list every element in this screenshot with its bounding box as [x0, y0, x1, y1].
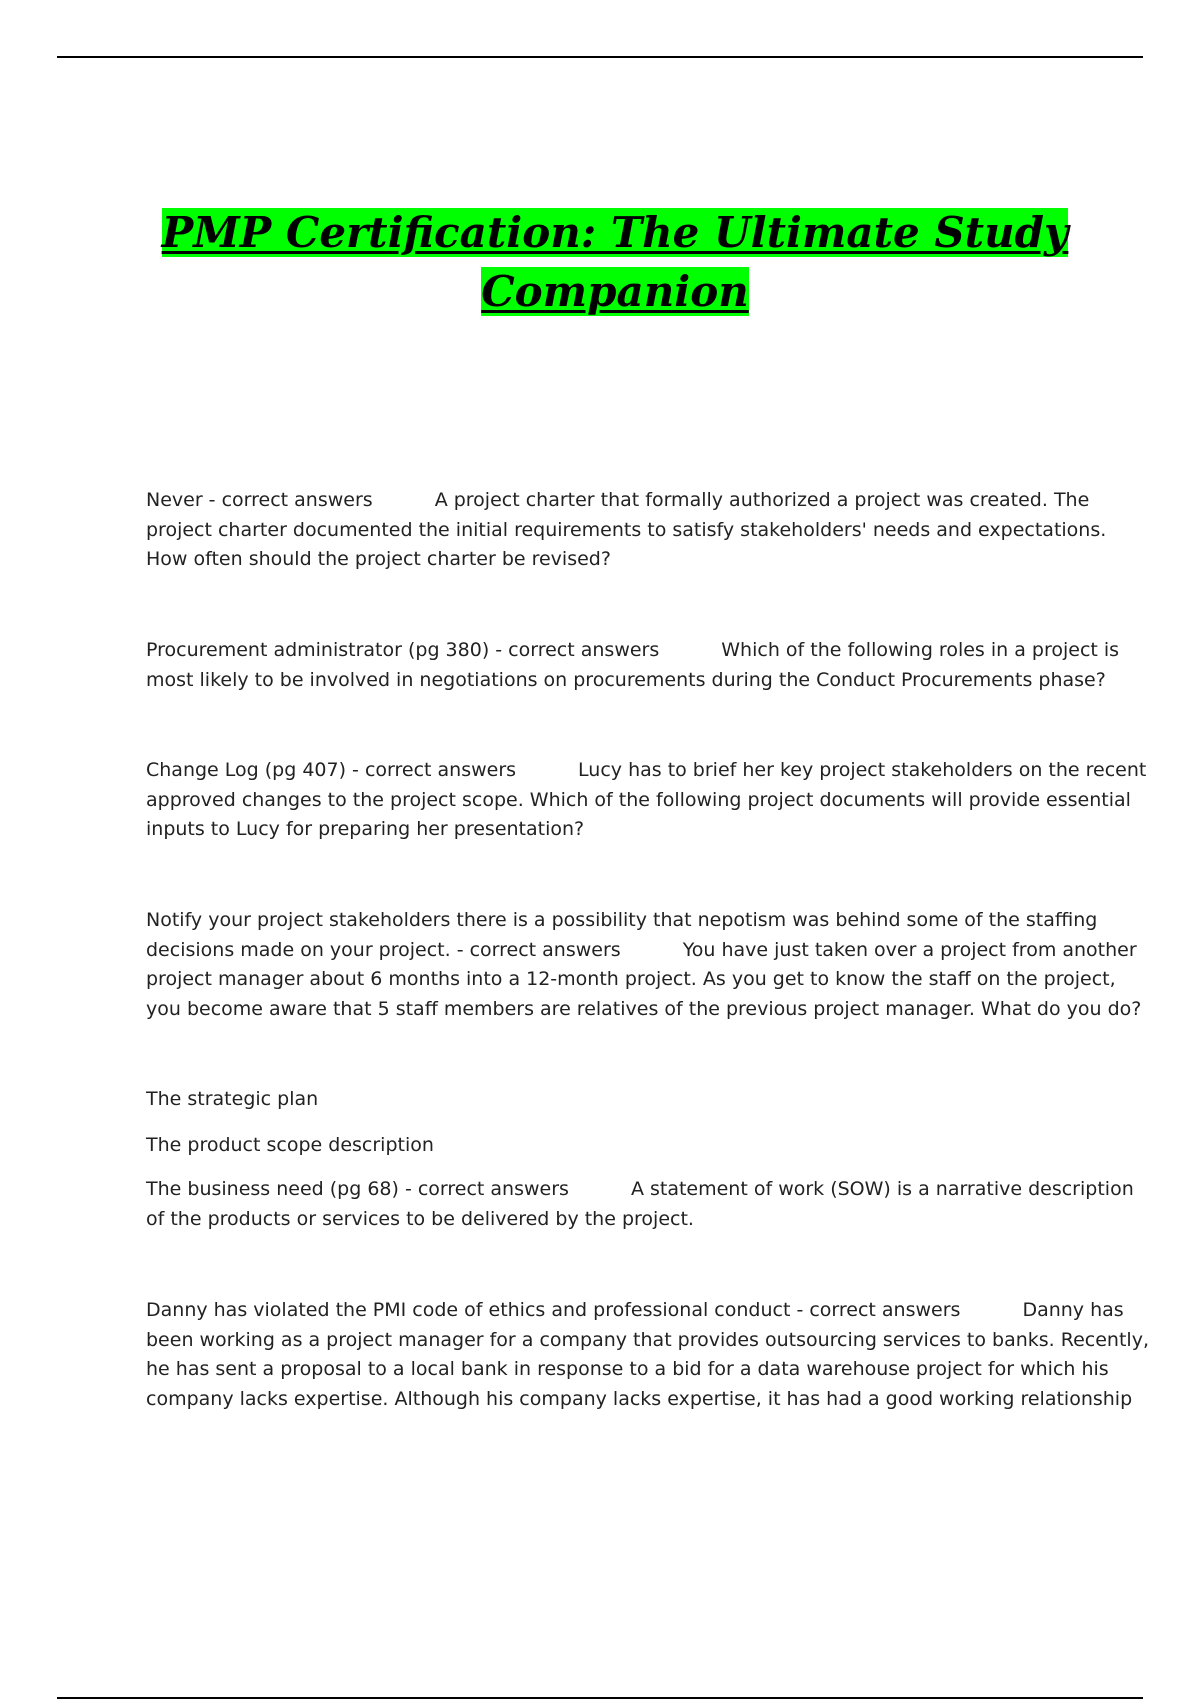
answer-text: Danny has violated the PMI code of ethics and professional conduct - correct answers: [146, 1299, 961, 1321]
question-text: been working as a project manager for a company that provides outsourcing services to banks. Recently,: [146, 1328, 1149, 1351]
answer-text: Never - correct answers: [146, 489, 373, 511]
title-line-2: Companion: [481, 267, 749, 316]
question-text: you become aware that 5 staff members are relatives of the previous project manager. What do you do?: [146, 997, 1142, 1020]
qa-entry-1: [146, 486, 1107, 575]
question-text: A project charter that formally authorized a project was created. The: [434, 489, 1090, 511]
question-text: he has sent a proposal to a local bank in response to a bid for a data warehouse project for which his: [146, 1358, 1109, 1380]
header-rule: [57, 56, 1143, 58]
option-text: The product scope description: [146, 1133, 434, 1156]
question-text: of the products or services to be delivered by the project.: [146, 1207, 694, 1230]
qa-entry-5: [146, 1085, 1134, 1234]
qa-line: [146, 756, 1147, 786]
question-text: project manager about 6 months into a 12-month project. As you get to know the staff on the project,: [146, 968, 1116, 990]
question-text: approved changes to the project scope. Which of the following project documents will provide essential: [146, 788, 1131, 811]
question-text: You have just taken over a project from another: [682, 938, 1137, 961]
answer-text: decisions made on your project. - correct answers: [146, 938, 621, 961]
question-text: inputs to Lucy for preparing her presentation?: [146, 818, 585, 840]
footer-rule: [57, 1697, 1143, 1699]
question-text: Which of the following roles in a project is: [721, 639, 1120, 661]
question-text: How often should the project charter be revised?: [146, 548, 611, 570]
question-text: most likely to be involved in negotiations on procurements during the Conduct Procurements phase?: [146, 668, 1106, 691]
answer-text: Procurement administrator (pg 380) - correct answers: [146, 639, 660, 661]
question-text: Lucy has to brief her key project stakeholders on the recent: [578, 759, 1147, 781]
qa-line: [146, 1175, 1134, 1205]
qa-entry-4: [146, 906, 1142, 1024]
qa-entry-2: [146, 636, 1120, 695]
question-text: A statement of work (SOW) is a narrative description: [630, 1178, 1134, 1200]
qa-line: [146, 636, 1120, 666]
qa-entry-6: [146, 1296, 1149, 1414]
title-line-1: PMP Certification: The Ultimate Study: [161, 208, 1069, 257]
answer-text: Change Log (pg 407) - correct answers: [146, 759, 517, 781]
qa-line: [146, 1296, 1124, 1326]
question-text: company lacks expertise. Although his company lacks expertise, it has had a good working relationship: [146, 1387, 1133, 1410]
document-title: [0, 203, 1200, 321]
answer-text: The business need (pg 68) - correct answers: [146, 1178, 569, 1200]
qa-entry-3: [146, 756, 1147, 845]
answer-text: Notify your project stakeholders there is a possibility that nepotism was behind some of the staffing: [146, 909, 1098, 931]
question-text: project charter documented the initial requirements to satisfy stakeholders' needs and expectations.: [146, 518, 1107, 541]
question-text: Danny has: [1022, 1299, 1124, 1321]
option-text: The strategic plan: [146, 1088, 319, 1110]
qa-line: [146, 936, 1137, 966]
qa-line: [146, 486, 1096, 516]
